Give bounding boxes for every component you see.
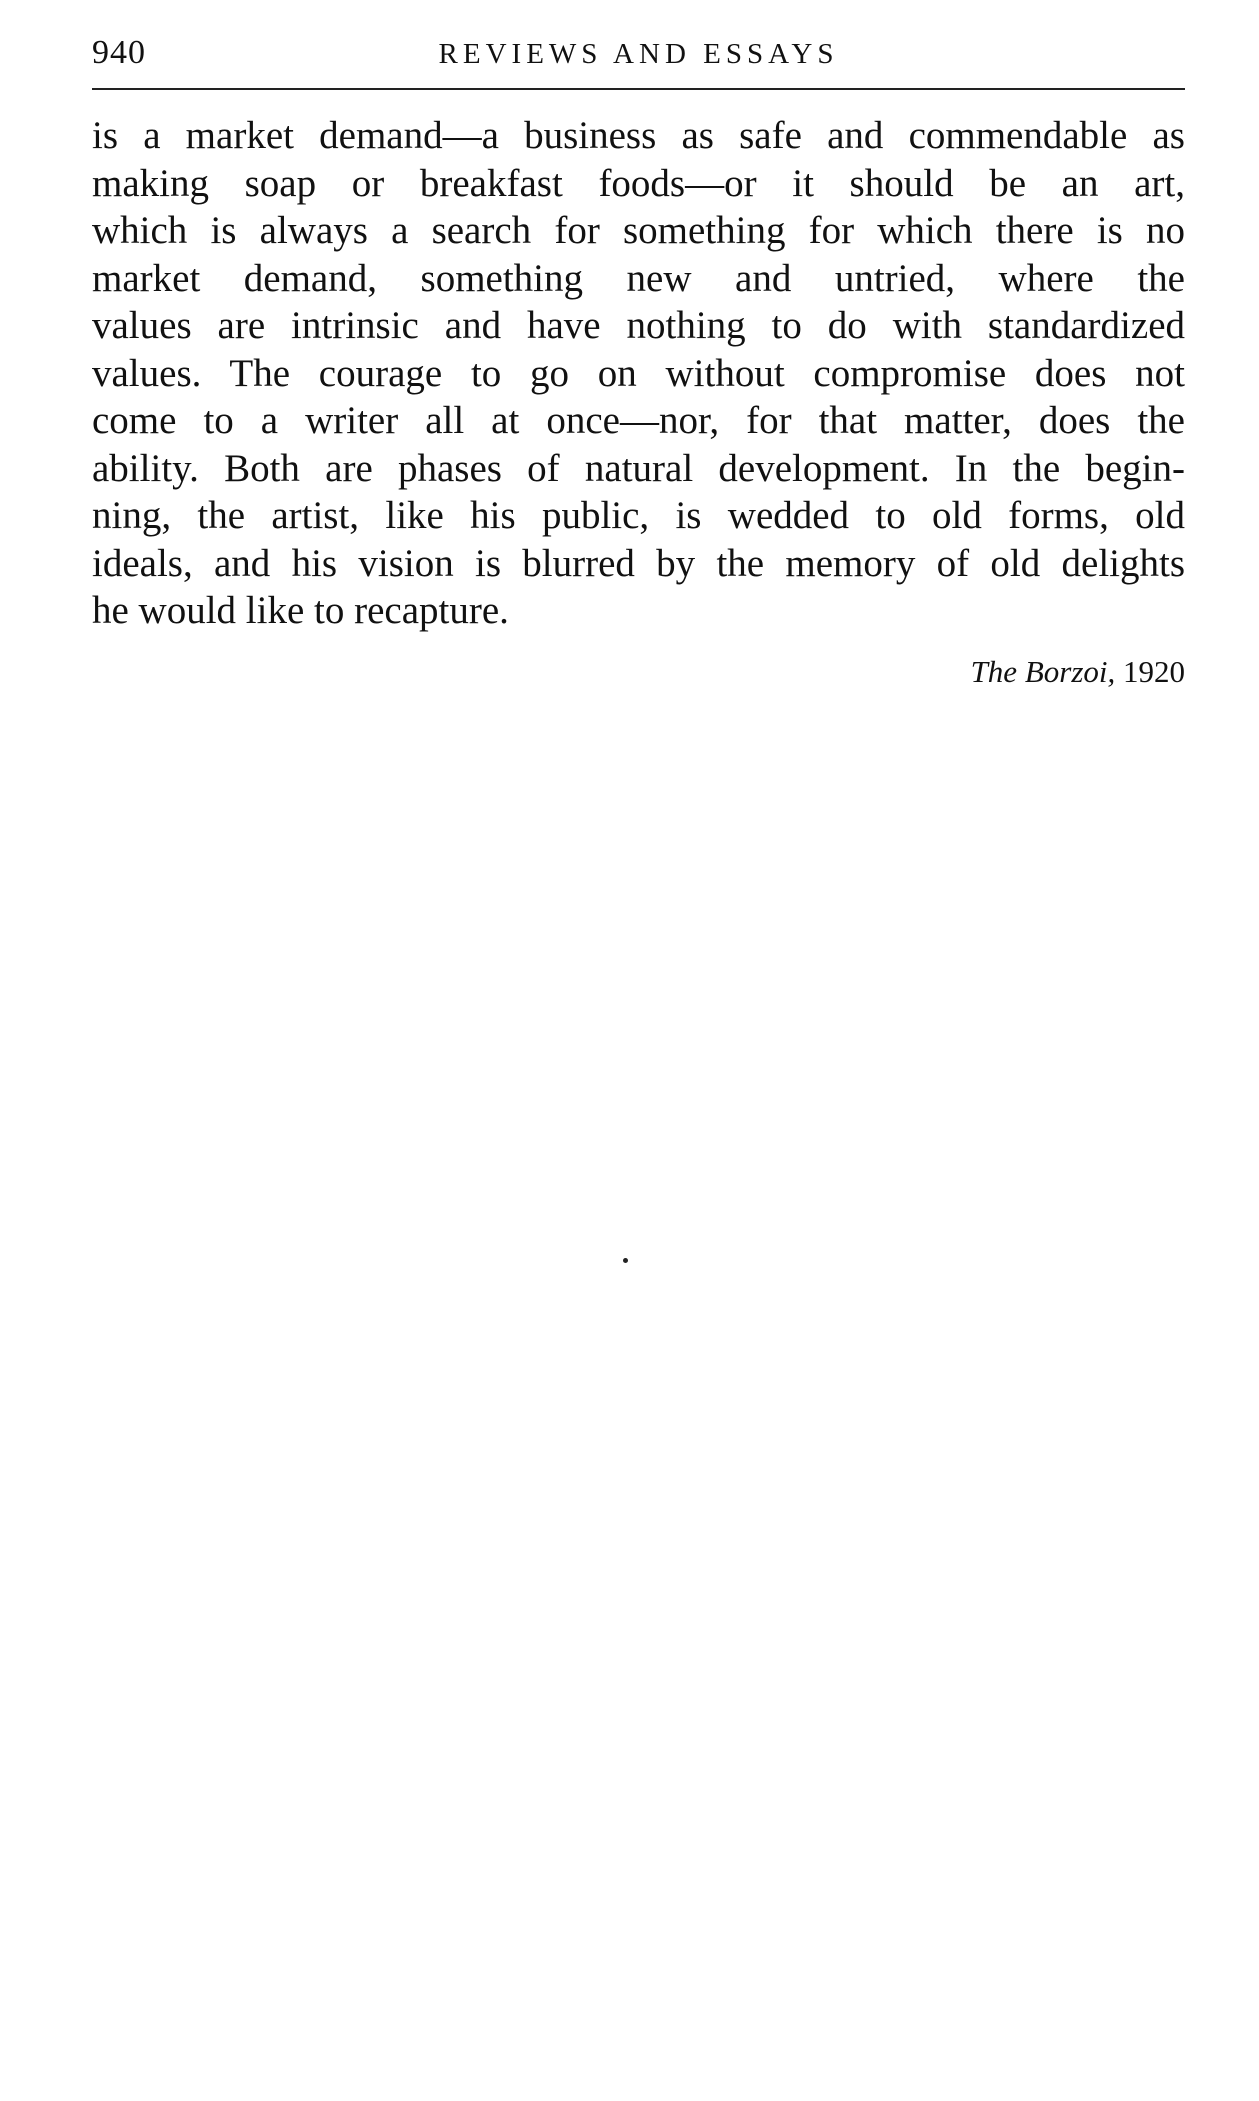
running-title: REVIEWS AND ESSAYS — [438, 38, 839, 70]
source-year: 1920 — [1123, 654, 1185, 689]
source-title: The Borzoi, — [970, 654, 1116, 689]
page-number: 940 — [92, 34, 146, 71]
text-line: values. The courage to go on without compromise does not — [92, 351, 1185, 395]
text-line: which is always a search for something for which there is no — [92, 209, 1185, 252]
text-line: ideals, and his vision is blurred by the memory of old delights — [92, 541, 1185, 585]
ink-speck — [623, 1258, 628, 1263]
source-citation — [971, 654, 1185, 690]
header-rule — [92, 88, 1185, 90]
text-line: come to a writer all at once—nor, for that matter, does the — [92, 399, 1185, 442]
text-line: he would like to recapture. — [92, 589, 509, 632]
text-line: is a market demand—a business as safe and commendable as — [92, 114, 1185, 157]
text-line: ability. Both are phases of natural development. In the begin- — [92, 446, 1185, 490]
text-line: values are intrinsic and have nothing to do with standardized — [92, 304, 1185, 347]
body-paragraph — [92, 112, 1185, 635]
text-line: market demand, something new and untried, where the — [92, 256, 1185, 300]
text-line: ning, the artist, like his public, is wedded to old forms, old — [92, 494, 1185, 537]
text-line: making soap or breakfast foods—or it should be an art, — [92, 161, 1185, 205]
running-head — [92, 30, 1185, 76]
